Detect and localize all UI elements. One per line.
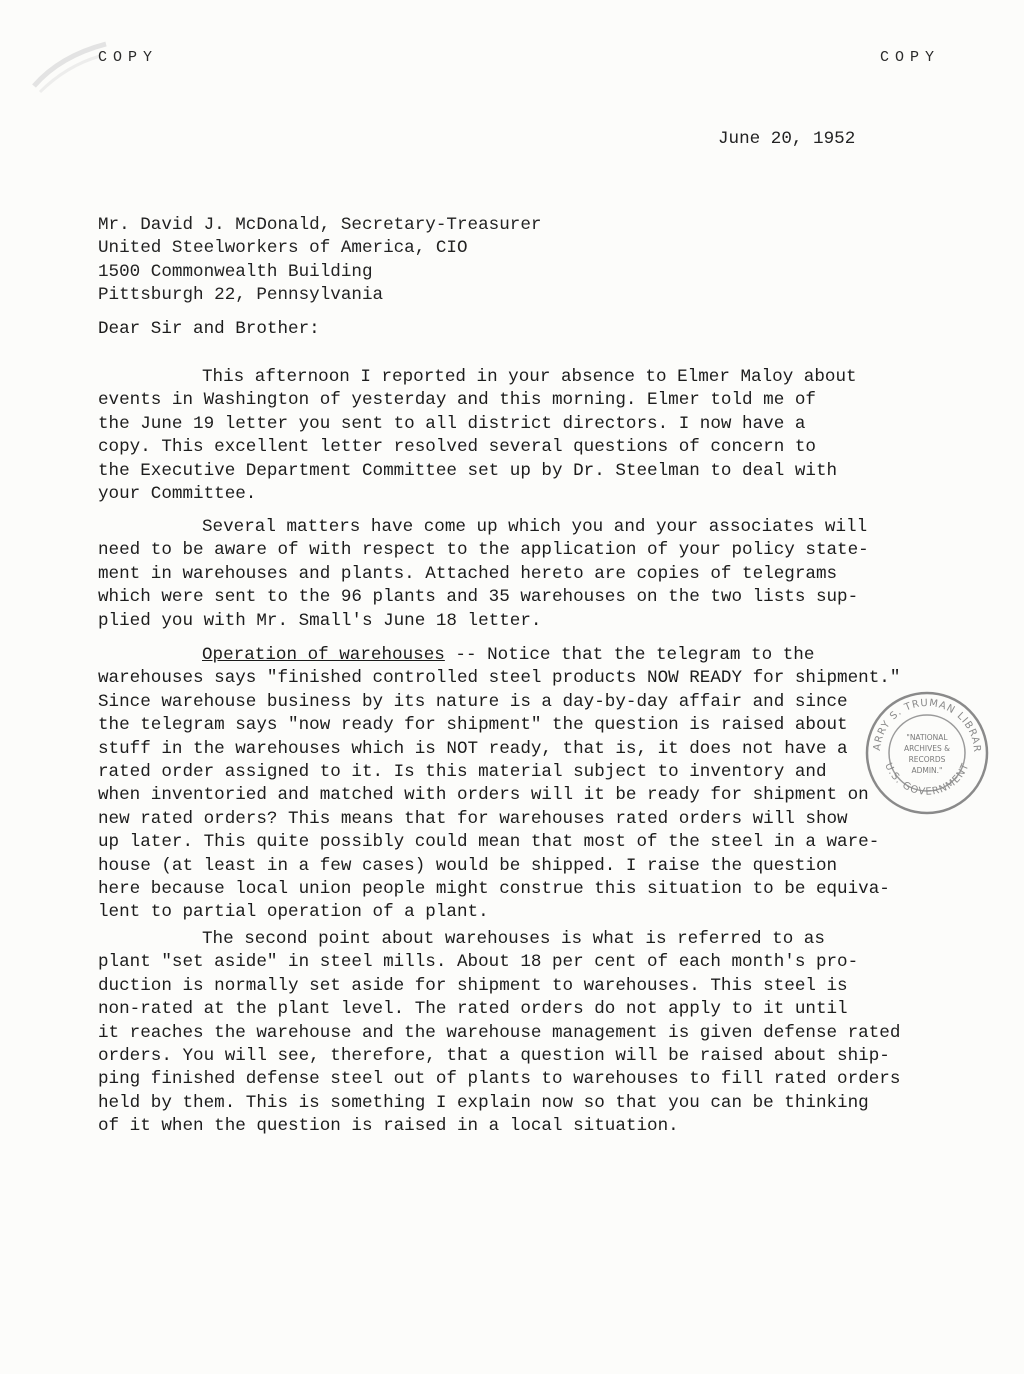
paragraph-line: plant "set aside" in steel mills. About 18 per cent of each month's pro- — [98, 952, 859, 973]
archive-stamp — [862, 688, 992, 818]
heading-line-rest: -- Notice that the telegram to the — [444, 645, 815, 665]
archive-stamp-seal — [862, 688, 992, 818]
paragraph-line: your Committee. — [98, 484, 257, 505]
paragraph-line: The second point about warehouses is what is referred to as — [202, 929, 825, 949]
paragraph-line: up later. This quite possibly could mean that most of the steel in a ware- — [98, 832, 880, 853]
paragraph-2 — [98, 516, 918, 633]
paragraph-line: warehouses says "finished controlled steel products NOW READY for shipment." — [98, 668, 901, 689]
address-line: 1500 Commonwealth Building — [98, 261, 373, 282]
letter-date: June 20, 1952 — [718, 129, 856, 149]
stamp-center-line: "NATIONAL — [906, 733, 948, 742]
paragraph-line: when inventoried and matched with orders will it be ready for shipment on — [98, 785, 869, 806]
address-line: Mr. David J. McDonald, Secretary-Treasurer — [98, 215, 542, 235]
section-heading-warehouses: Operation of warehouses — [202, 645, 445, 665]
stamp-center-line: RECORDS — [908, 755, 946, 764]
paragraph-line: orders. You will see, therefore, that a question will be raised about ship- — [98, 1046, 890, 1067]
paragraph-line: ping finished defense steel out of plants to warehouses to fill rated orders — [98, 1069, 901, 1090]
paragraph-3 — [98, 644, 918, 925]
paragraph-4 — [98, 928, 918, 1139]
paragraph-line: new rated orders? This means that for warehouses rated orders will show — [98, 808, 848, 829]
paragraph-line: This afternoon I reported in your absence to Elmer Maloy about — [202, 367, 857, 387]
paragraph-line: the June 19 letter you sent to all district directors. I now have a — [98, 413, 806, 434]
paragraph-line: copy. This excellent letter resolved several questions of concern to — [98, 437, 816, 458]
stamp-center-line: ARCHIVES & — [904, 744, 950, 753]
paragraph-line: here because local union people might construe this situation to be equiva- — [98, 879, 890, 900]
paragraph-1 — [98, 366, 918, 506]
stamp-ring-bottom-text: U.S. GOVERNMENT — [882, 761, 972, 798]
paragraph-line: events in Washington of yesterday and this morning. Elmer told me of — [98, 390, 816, 411]
salutation: Dear Sir and Brother: — [98, 319, 320, 339]
copy-mark-right: COPY — [880, 49, 941, 66]
paragraph-line: rated order assigned to it. Is this material subject to inventory and — [98, 762, 827, 783]
address-line: Pittsburgh 22, Pennsylvania — [98, 285, 384, 306]
stamp-ring-top-text: ARRY S. TRUMAN LIBRAR — [871, 697, 983, 753]
paragraph-line: which were sent to the 96 plants and 35 warehouses on the two lists sup- — [98, 587, 859, 608]
paragraph-line: held by them. This is something I explain now so that you can be thinking — [98, 1092, 869, 1113]
paragraph-line: need to be aware of with respect to the application of your policy state- — [98, 540, 869, 561]
address-line: United Steelworkers of America, CIO — [98, 238, 468, 259]
paragraph-line: of it when the question is raised in a local situation. — [98, 1116, 679, 1137]
paragraph-line: stuff in the warehouses which is NOT ready, that is, it does not have a — [98, 738, 848, 759]
paragraph-line: it reaches the warehouse and the warehouse management is given defense rated — [98, 1022, 901, 1043]
copy-mark-left: COPY — [98, 49, 159, 66]
paragraph-line — [98, 644, 918, 667]
paragraph-line: lent to partial operation of a plant. — [98, 902, 489, 923]
stamp-center-line: ADMIN." — [911, 766, 943, 775]
paragraph-line: house (at least in a few cases) would be shipped. I raise the question — [98, 855, 838, 876]
recipient-address — [98, 214, 541, 308]
paragraph-line: non-rated at the plant level. The rated orders do not apply to it until — [98, 999, 848, 1020]
paragraph-line: the Executive Department Committee set up by Dr. Steelman to deal with — [98, 460, 838, 481]
paragraph-line: duction is normally set aside for shipment to warehouses. This steel is — [98, 975, 848, 996]
paragraph-line: plied you with Mr. Small's June 18 letter. — [98, 610, 542, 631]
paragraph-line: ment in warehouses and plants. Attached hereto are copies of telegrams — [98, 563, 838, 584]
paragraph-line: Since warehouse business by its nature is a day-by-day affair and since — [98, 691, 848, 712]
paragraph-line: the telegram says "now ready for shipment" the question is raised about — [98, 715, 848, 736]
paragraph-line: Several matters have come up which you and your associates will — [202, 517, 868, 537]
